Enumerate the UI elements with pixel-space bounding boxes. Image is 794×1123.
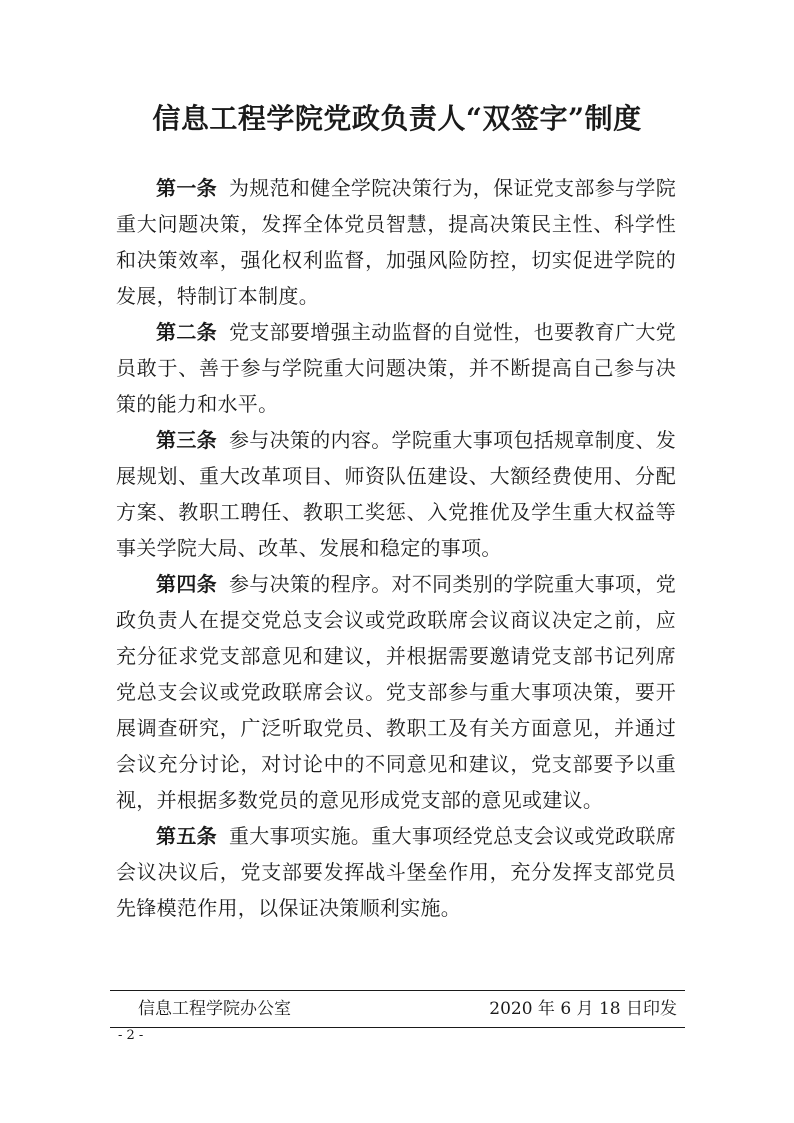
article-2 xyxy=(116,314,676,422)
document-body xyxy=(116,170,676,926)
article-label: 第三条 xyxy=(156,428,217,452)
issuance-footer xyxy=(110,990,685,1028)
article-text: 参与决策的程序。对不同类别的学院重大事项，党政负责人在提交党总支会议或党政联席会议商议决定之前，应充分征求党支部意见和建议，并根据需要邀请党支部书记列席党总支会议或党政联席会议。党支部参与重大事项决策，要开展调查研究，广泛听取党员、教职工及有关方面意见，并通过会议充分讨论，对讨论中的不同意见和建议，党支部要予以重视，并根据多数党员的意见形成党支部的意见或建议。 xyxy=(116,572,676,812)
article-label: 第一条 xyxy=(156,176,217,200)
article-label: 第五条 xyxy=(156,824,217,848)
article-text: 为规范和健全学院决策行为，保证党支部参与学院重大问题决策，发挥全体党员智慧，提高决策民主性、科学性和决策效率，强化权利监督，加强风险防控，切实促进学院的发展，特制订本制度。 xyxy=(116,176,676,308)
article-text: 重大事项实施。重大事项经党总支会议或党政联席会议决议后，党支部要发挥战斗堡垒作用，充分发挥支部党员先锋模范作用，以保证决策顺利实施。 xyxy=(116,824,676,920)
article-text: 党支部要增强主动监督的自觉性，也要教育广大党员敢于、善于参与学院重大问题决策，并不断提高自己参与决策的能力和水平。 xyxy=(116,320,676,416)
issuing-office: 信息工程学院办公室 xyxy=(138,999,291,1019)
article-5 xyxy=(116,818,676,926)
issue-date: 2020 年 6 月 18 日印发 xyxy=(489,999,677,1019)
article-4 xyxy=(116,566,676,818)
document-title: 信息工程学院党政负责人“双签字”制度 xyxy=(152,102,642,135)
article-label: 第四条 xyxy=(156,572,217,596)
article-label: 第二条 xyxy=(156,320,217,344)
article-3 xyxy=(116,422,676,566)
article-1 xyxy=(116,170,676,314)
article-text: 参与决策的内容。学院重大事项包括规章制度、发展规划、重大改革项目、师资队伍建设、大额经费使用、分配方案、教职工聘任、教职工奖惩、入党推优及学生重大权益等事关学院大局、改革、发展和稳定的事项。 xyxy=(116,428,676,560)
page-number: - 2 - xyxy=(118,1028,144,1043)
